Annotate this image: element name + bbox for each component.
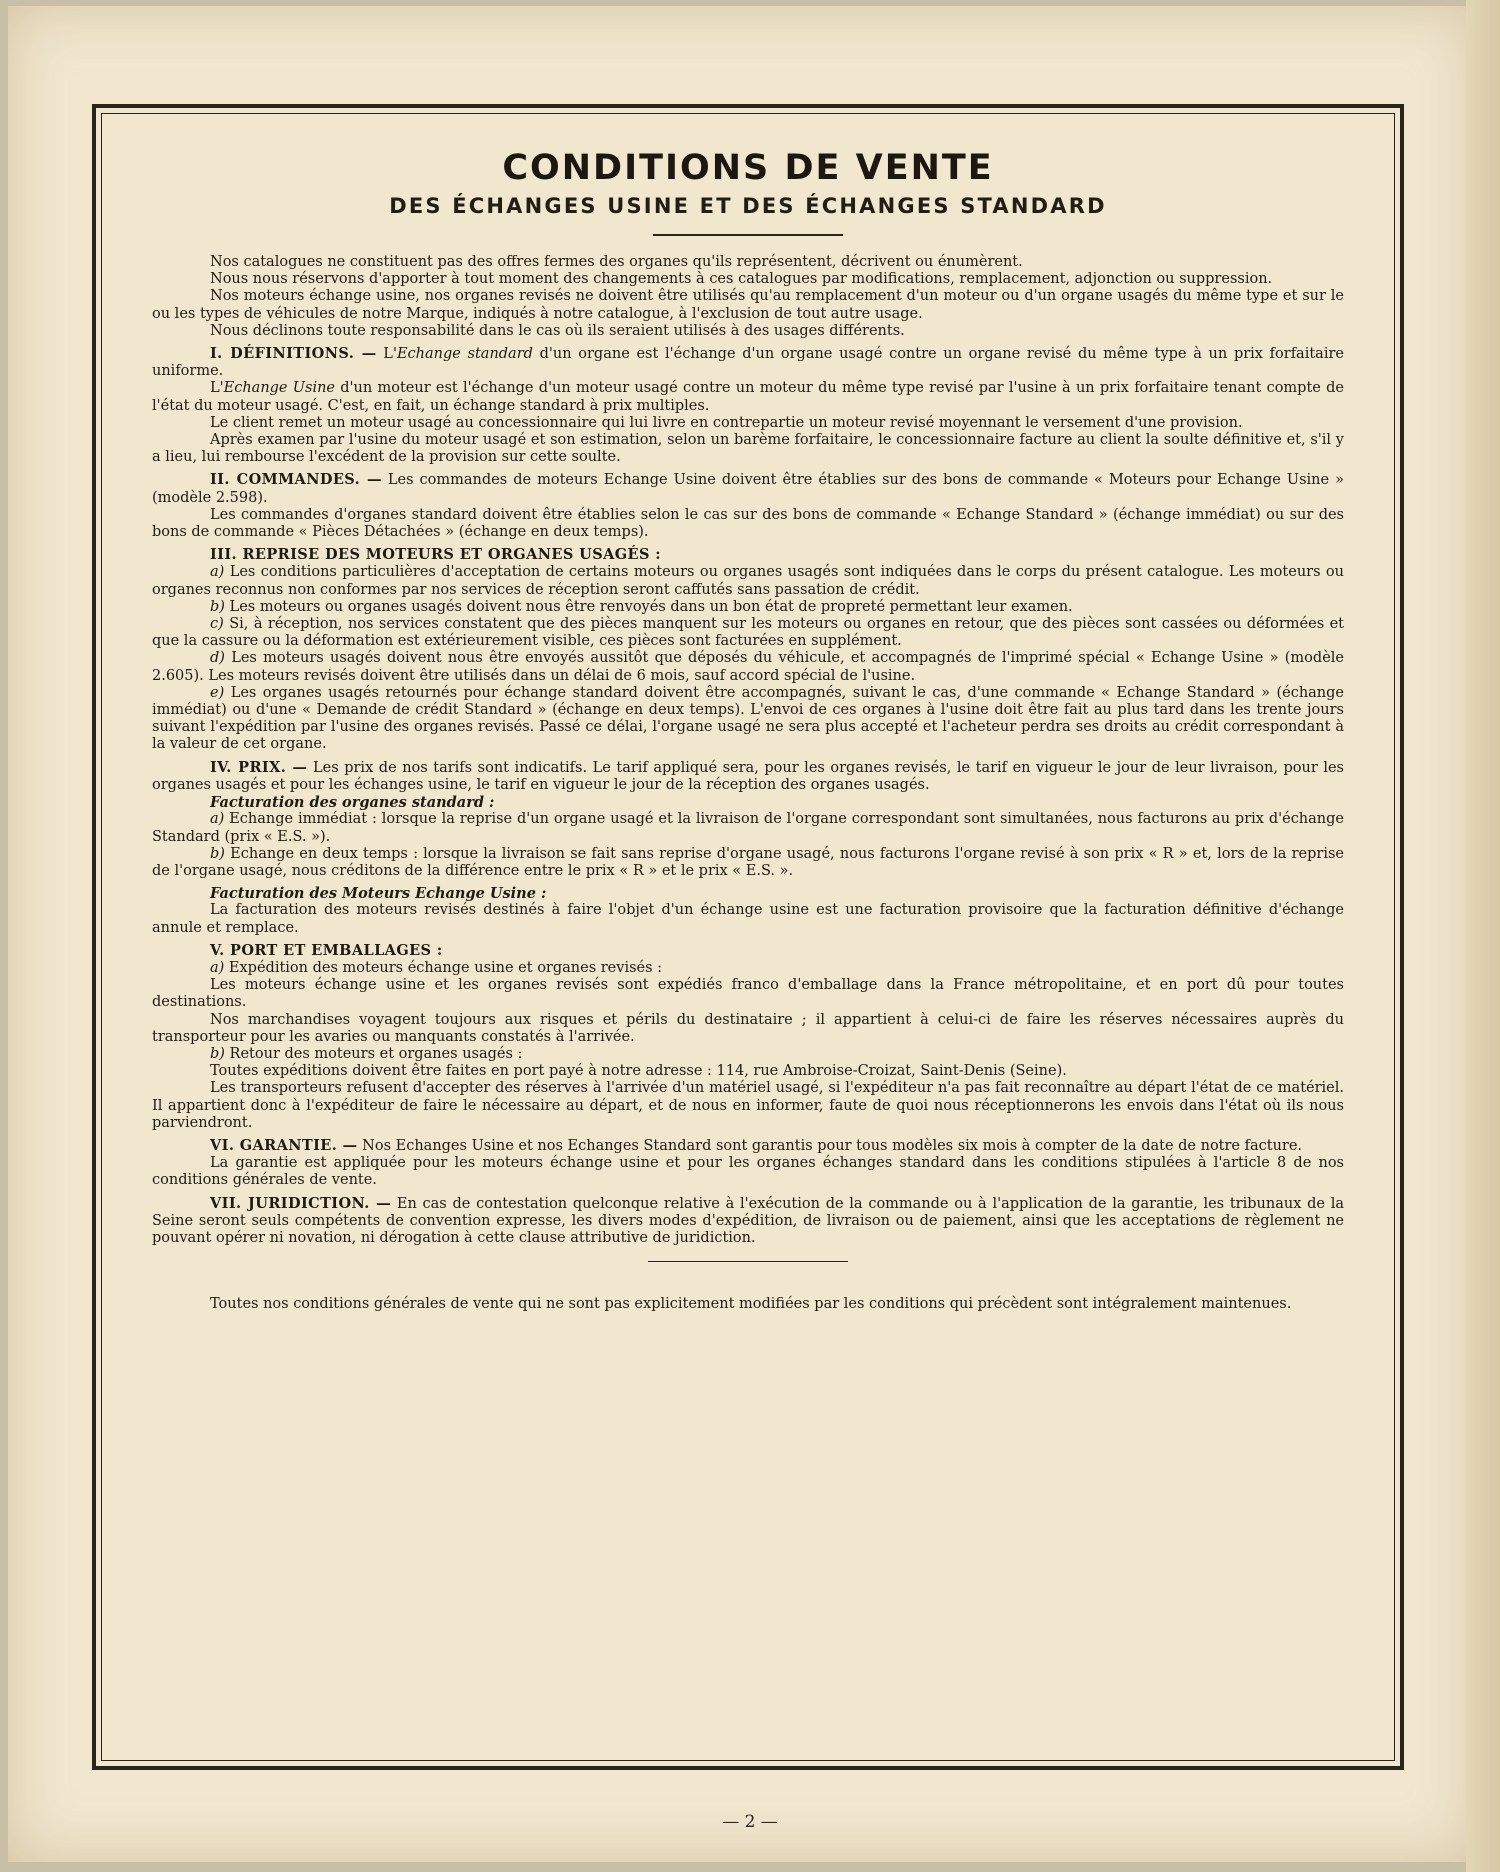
definitions-paragraph bbox=[152, 380, 1344, 414]
intro-paragraph: Nous nous réservons d'apporter à tout moment des changements à ces catalogues par modifications, remplacement, adjonction ou suppression. bbox=[210, 271, 1273, 288]
text-run: d'un moteur est l'échange d'un moteur usagé contre un moteur du même type revisé par l'usine à un prix forfaitaire tenant compte de l'état du moteur usagé. C'est, en fait, un échange standard à prix multiples. bbox=[152, 380, 1344, 414]
section-juridiction bbox=[152, 1195, 1344, 1248]
port-paragraph: Les transporteurs refusent d'accepter des réserves à l'arrivée d'un matériel usagé, si l'expéditeur n'a pas fait reconnaître au départ l'état de ce matériel. Il appartient donc à l'expéditeur de faire le nécessaire au départ, et de nous en informer, faute de quoi nous réceptionnerons les envois dans l'état où ils nous parviendront. bbox=[152, 1080, 1344, 1131]
text-run: Nos Echanges Usine et nos Echanges Standard sont garantis pour tous modèles six mois à compter de la date de notre facture. bbox=[357, 1137, 1303, 1154]
reprise-item bbox=[152, 650, 1344, 684]
text-run: Les moteurs ou organes usagés doivent nous être renvoyés dans un bon état de propreté permettant leur examen. bbox=[224, 598, 1073, 615]
term-emphasis: Echange Usine bbox=[223, 380, 335, 397]
section-prix bbox=[152, 759, 1344, 794]
reprise-item bbox=[152, 564, 1344, 598]
prix-item bbox=[152, 811, 1344, 845]
port-paragraph: Nos marchandises voyagent toujours aux risques et périls du destinataire ; il appartient à celui-ci de faire les réserves nécessaires auprès du transporteur pour les avaries ou manquants constatés à l'arrivée. bbox=[152, 1011, 1344, 1045]
item-letter: a) bbox=[210, 811, 225, 828]
prix-paragraph: La facturation des moteurs revisés destinés à faire l'objet d'un échange usine est une facturation provisoire que la facturation définitive d'échange annule et remplace. bbox=[152, 902, 1344, 936]
item-letter: b) bbox=[210, 1045, 225, 1062]
item-letter: b) bbox=[210, 845, 225, 862]
page-subtitle: DES ÉCHANGES USINE ET DES ÉCHANGES STANDARD bbox=[389, 194, 1107, 218]
section-commandes bbox=[152, 471, 1344, 506]
port-item bbox=[152, 960, 1344, 977]
item-letter: d) bbox=[210, 650, 225, 667]
section-heading: II. COMMANDES. — bbox=[210, 471, 382, 489]
section-reprise bbox=[152, 546, 1344, 564]
item-letter: a) bbox=[210, 564, 225, 581]
item-letter: e) bbox=[210, 684, 225, 701]
section-heading: I. DÉFINITIONS. — bbox=[210, 345, 377, 363]
section-heading: VI. GARANTIE. — bbox=[210, 1136, 358, 1154]
reprise-item bbox=[152, 616, 1344, 650]
term-emphasis: Echange standard bbox=[396, 346, 533, 363]
section-garantie bbox=[152, 1137, 1344, 1155]
prix-item bbox=[152, 846, 1344, 880]
item-letter: a) bbox=[210, 959, 225, 976]
text-run: L' bbox=[210, 380, 224, 397]
conditions-body bbox=[152, 254, 1344, 1313]
closing-divider bbox=[648, 1261, 848, 1262]
section-heading: IV. PRIX. — bbox=[210, 758, 308, 776]
sub-heading: Facturation des organes standard : bbox=[210, 794, 495, 812]
text-run: Echange en deux temps : lorsque la livraison se fait sans reprise d'organe usagé, nous facturons l'organe revisé à son prix « R » et, lors de la reprise de l'organe usagé, nous créditons de la différence entre le prix « R » et le prix « E.S. ». bbox=[152, 845, 1344, 879]
commandes-paragraph: Les commandes d'organes standard doivent être établies selon le cas sur des bons de commande « Echange Standard » (échange immédiat) ou sur des bons de commande « Pièces Détachées » (échange en deux temps). bbox=[152, 506, 1344, 541]
section-port bbox=[152, 942, 1344, 960]
text-run: En cas de contestation quelconque relative à l'exécution de la commande ou à l'application de la garantie, les tribunaux de la Seine seront seuls compétents de convention expresse, les divers modes d'expédition, de livraison ou de paiement, ainsi que les acceptations de règlement ne pouvant opérer ni novation, ni dérogation à cette clause attributive de juridiction. bbox=[152, 1195, 1344, 1246]
port-paragraph: Les moteurs échange usine et les organes revisés sont expédiés franco d'emballage dans la France métropolitaine, et en port dû pour toutes destinations. bbox=[152, 977, 1344, 1011]
text-run: Les commandes de moteurs Echange Usine doivent être établies sur des bons de commande « Moteurs pour Echange Usine » (modèle 2.598). bbox=[152, 472, 1344, 506]
title-divider bbox=[653, 234, 843, 236]
text-run: d'un organe est l'échange d'un organe usagé contre un organe revisé du même type à un prix forfaitaire uniforme. bbox=[152, 346, 1344, 380]
text-run: Echange immédiat : lorsque la reprise d'un organe usagé et la livraison de l'organe correspondant sont simultanées, nous facturons au prix d'échange Standard (prix « E.S. »). bbox=[152, 811, 1344, 845]
sub-heading: Facturation des Moteurs Echange Usine : bbox=[210, 885, 547, 903]
document-frame bbox=[101, 113, 1395, 1761]
port-item bbox=[152, 1046, 1344, 1063]
text-run: Retour des moteurs et organes usagés : bbox=[224, 1045, 523, 1062]
section-heading: V. PORT ET EMBALLAGES : bbox=[210, 941, 443, 959]
reprise-item bbox=[152, 599, 1344, 616]
intro-paragraph: Nos catalogues ne constituent pas des offres fermes des organes qu'ils représentent, décrivent ou énumèrent. bbox=[210, 254, 1023, 270]
next-page-edge bbox=[1466, 0, 1500, 1872]
text-run: Les moteurs usagés doivent nous être envoyés aussitôt que déposés du véhicule, et accompagnés de l'imprimé spécial « Echange Usine » (modèle 2.605). Les moteurs revisés doivent être utilisés dans un délai de 6 mois, sauf accord spécial de l'usine. bbox=[152, 650, 1344, 684]
item-letter: c) bbox=[210, 616, 224, 633]
section-definitions bbox=[152, 345, 1344, 380]
garantie-paragraph: La garantie est appliquée pour les moteurs échange usine et pour les organes échanges standard dans les conditions stipulées à l'article 8 de nos conditions générales de vente. bbox=[152, 1155, 1344, 1189]
text-run: L' bbox=[376, 346, 397, 363]
page-number: — 2 — bbox=[722, 1812, 778, 1832]
text-run: Les conditions particulières d'acceptation de certains moteurs ou organes usagés sont indiquées dans le corps du présent catalogue. Les moteurs ou organes reconnus non conformes par nos services de réception seront caffutés sans passation de crédit. bbox=[152, 564, 1344, 598]
text-run: Si, à réception, nos services constatent que des pièces manquent sur les moteurs ou organes en retour, que des pièces sont cassées ou déformées et que la cassure ou la déformation est extérieurement visible, ces pièces sont facturées en supplément. bbox=[152, 616, 1344, 650]
closing-paragraph: Toutes nos conditions générales de vente qui ne sont pas explicitement modifiées par les conditions qui précèdent sont intégralement maintenues. bbox=[210, 1296, 1292, 1313]
port-paragraph: Toutes expéditions doivent être faites en port payé à notre adresse : 114, rue Ambroise-Croizat, Saint-Denis (Seine). bbox=[210, 1063, 1067, 1080]
page-title: CONDITIONS DE VENTE bbox=[502, 148, 994, 188]
text-run: Expédition des moteurs échange usine et organes revisés : bbox=[224, 959, 663, 976]
intro-paragraph: Nos moteurs échange usine, nos organes revisés ne doivent être utilisés qu'au remplacement d'un moteur ou d'un organe usagés du même type et sur le ou les types de véhicules de notre Marque, indiqués à notre catalogue, à l'exclusion de tout autre usage. bbox=[152, 288, 1344, 322]
text-run: Les organes usagés retournés pour échange standard doivent être accompagnés, suivant le cas, d'une commande « Echange Standard » (échange immédiat) ou d'une « Demande de crédit Standard » (échange en deux temps). L'envoi de ces organes à l'usine doit être fait au plus tard dans les trente jours suivant l'expédition par l'usine des organes revisés. Passé ce délai, l'organe usagé ne sera plus accepté et l'acheteur perdra ses droits au crédit correspondant à la valeur de cet organe. bbox=[152, 684, 1344, 753]
definitions-paragraph: Le client remet un moteur usagé au concessionnaire qui lui livre en contrepartie un moteur revisé moyennant le versement d'une provision. bbox=[210, 414, 1243, 431]
section-heading: III. REPRISE DES MOTEURS ET ORGANES USAGÉS : bbox=[210, 546, 662, 564]
reprise-item bbox=[152, 685, 1344, 754]
item-letter: b) bbox=[210, 598, 225, 615]
intro-paragraph: Nous déclinons toute responsabilité dans le cas où ils seraient utilisés à des usages différents. bbox=[210, 322, 905, 339]
definitions-paragraph: Après examen par l'usine du moteur usagé et son estimation, selon un barème forfaitaire, le concessionnaire facture au client la soulte définitive et, s'il y a lieu, lui rembourse l'excédent de la provision sur cette soulte. bbox=[152, 432, 1344, 466]
text-run: Les prix de nos tarifs sont indicatifs. Le tarif appliqué sera, pour les organes revisés, le tarif en vigueur le jour de leur livraison, pour les organes usagés et pour les échanges usine, le tarif en vigueur le jour de la réception des organes usagés. bbox=[152, 759, 1344, 793]
section-heading: VII. JURIDICTION. — bbox=[210, 1194, 392, 1212]
